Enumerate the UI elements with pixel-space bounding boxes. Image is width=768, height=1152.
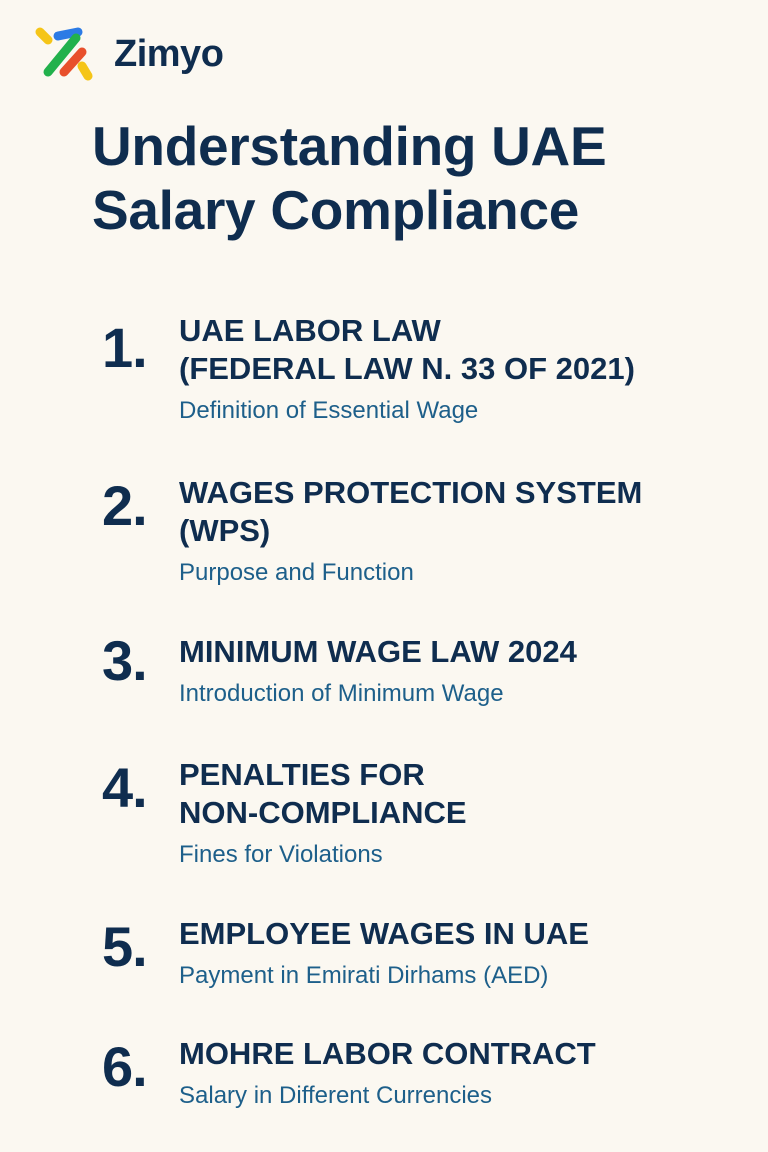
item-subtitle: Definition of Essential Wage (179, 397, 479, 424)
item-subtitle: Purpose and Function (179, 559, 414, 586)
item-subtitle: Salary in Different Currencies (179, 1082, 493, 1109)
item-heading-line-2: (FEDERAL LAW N. 33 OF 2021) (179, 351, 635, 386)
brand-name: Zimyo (114, 33, 224, 75)
brand-logo (34, 24, 223, 84)
item-number: 1. (102, 316, 147, 379)
item-heading-line-2: (WPS) (179, 513, 271, 548)
item-heading-line-2: NON-COMPLIANCE (179, 795, 467, 830)
item-subtitle: Payment in Emirati Dirhams (AED) (179, 962, 549, 989)
item-heading-line-1: EMPLOYEE WAGES IN UAE (179, 916, 589, 951)
zimyo-logo-icon (34, 24, 94, 84)
item-heading (179, 633, 739, 671)
item-subtitle: Introduction of Minimum Wage (179, 680, 504, 707)
page-title (92, 114, 732, 242)
title-line-1: Understanding UAE (92, 115, 607, 177)
item-number: 3. (102, 629, 147, 692)
item-heading (179, 474, 739, 550)
title-line-2: Salary Compliance (92, 179, 580, 241)
item-heading (179, 756, 739, 832)
item-number: 6. (102, 1035, 147, 1098)
item-subtitle: Fines for Violations (179, 841, 383, 868)
item-heading-line-1: WAGES PROTECTION SYSTEM (179, 475, 643, 510)
item-heading (179, 915, 739, 953)
item-number: 4. (102, 756, 147, 819)
item-number: 2. (102, 474, 147, 537)
item-heading-line-1: UAE LABOR LAW (179, 313, 441, 348)
item-heading (179, 1035, 739, 1073)
item-heading-line-1: MINIMUM WAGE LAW 2024 (179, 634, 577, 669)
item-heading-line-1: MOHRE LABOR CONTRACT (179, 1036, 596, 1071)
item-heading-line-1: PENALTIES FOR (179, 757, 425, 792)
item-heading (179, 312, 739, 388)
item-number: 5. (102, 915, 147, 978)
